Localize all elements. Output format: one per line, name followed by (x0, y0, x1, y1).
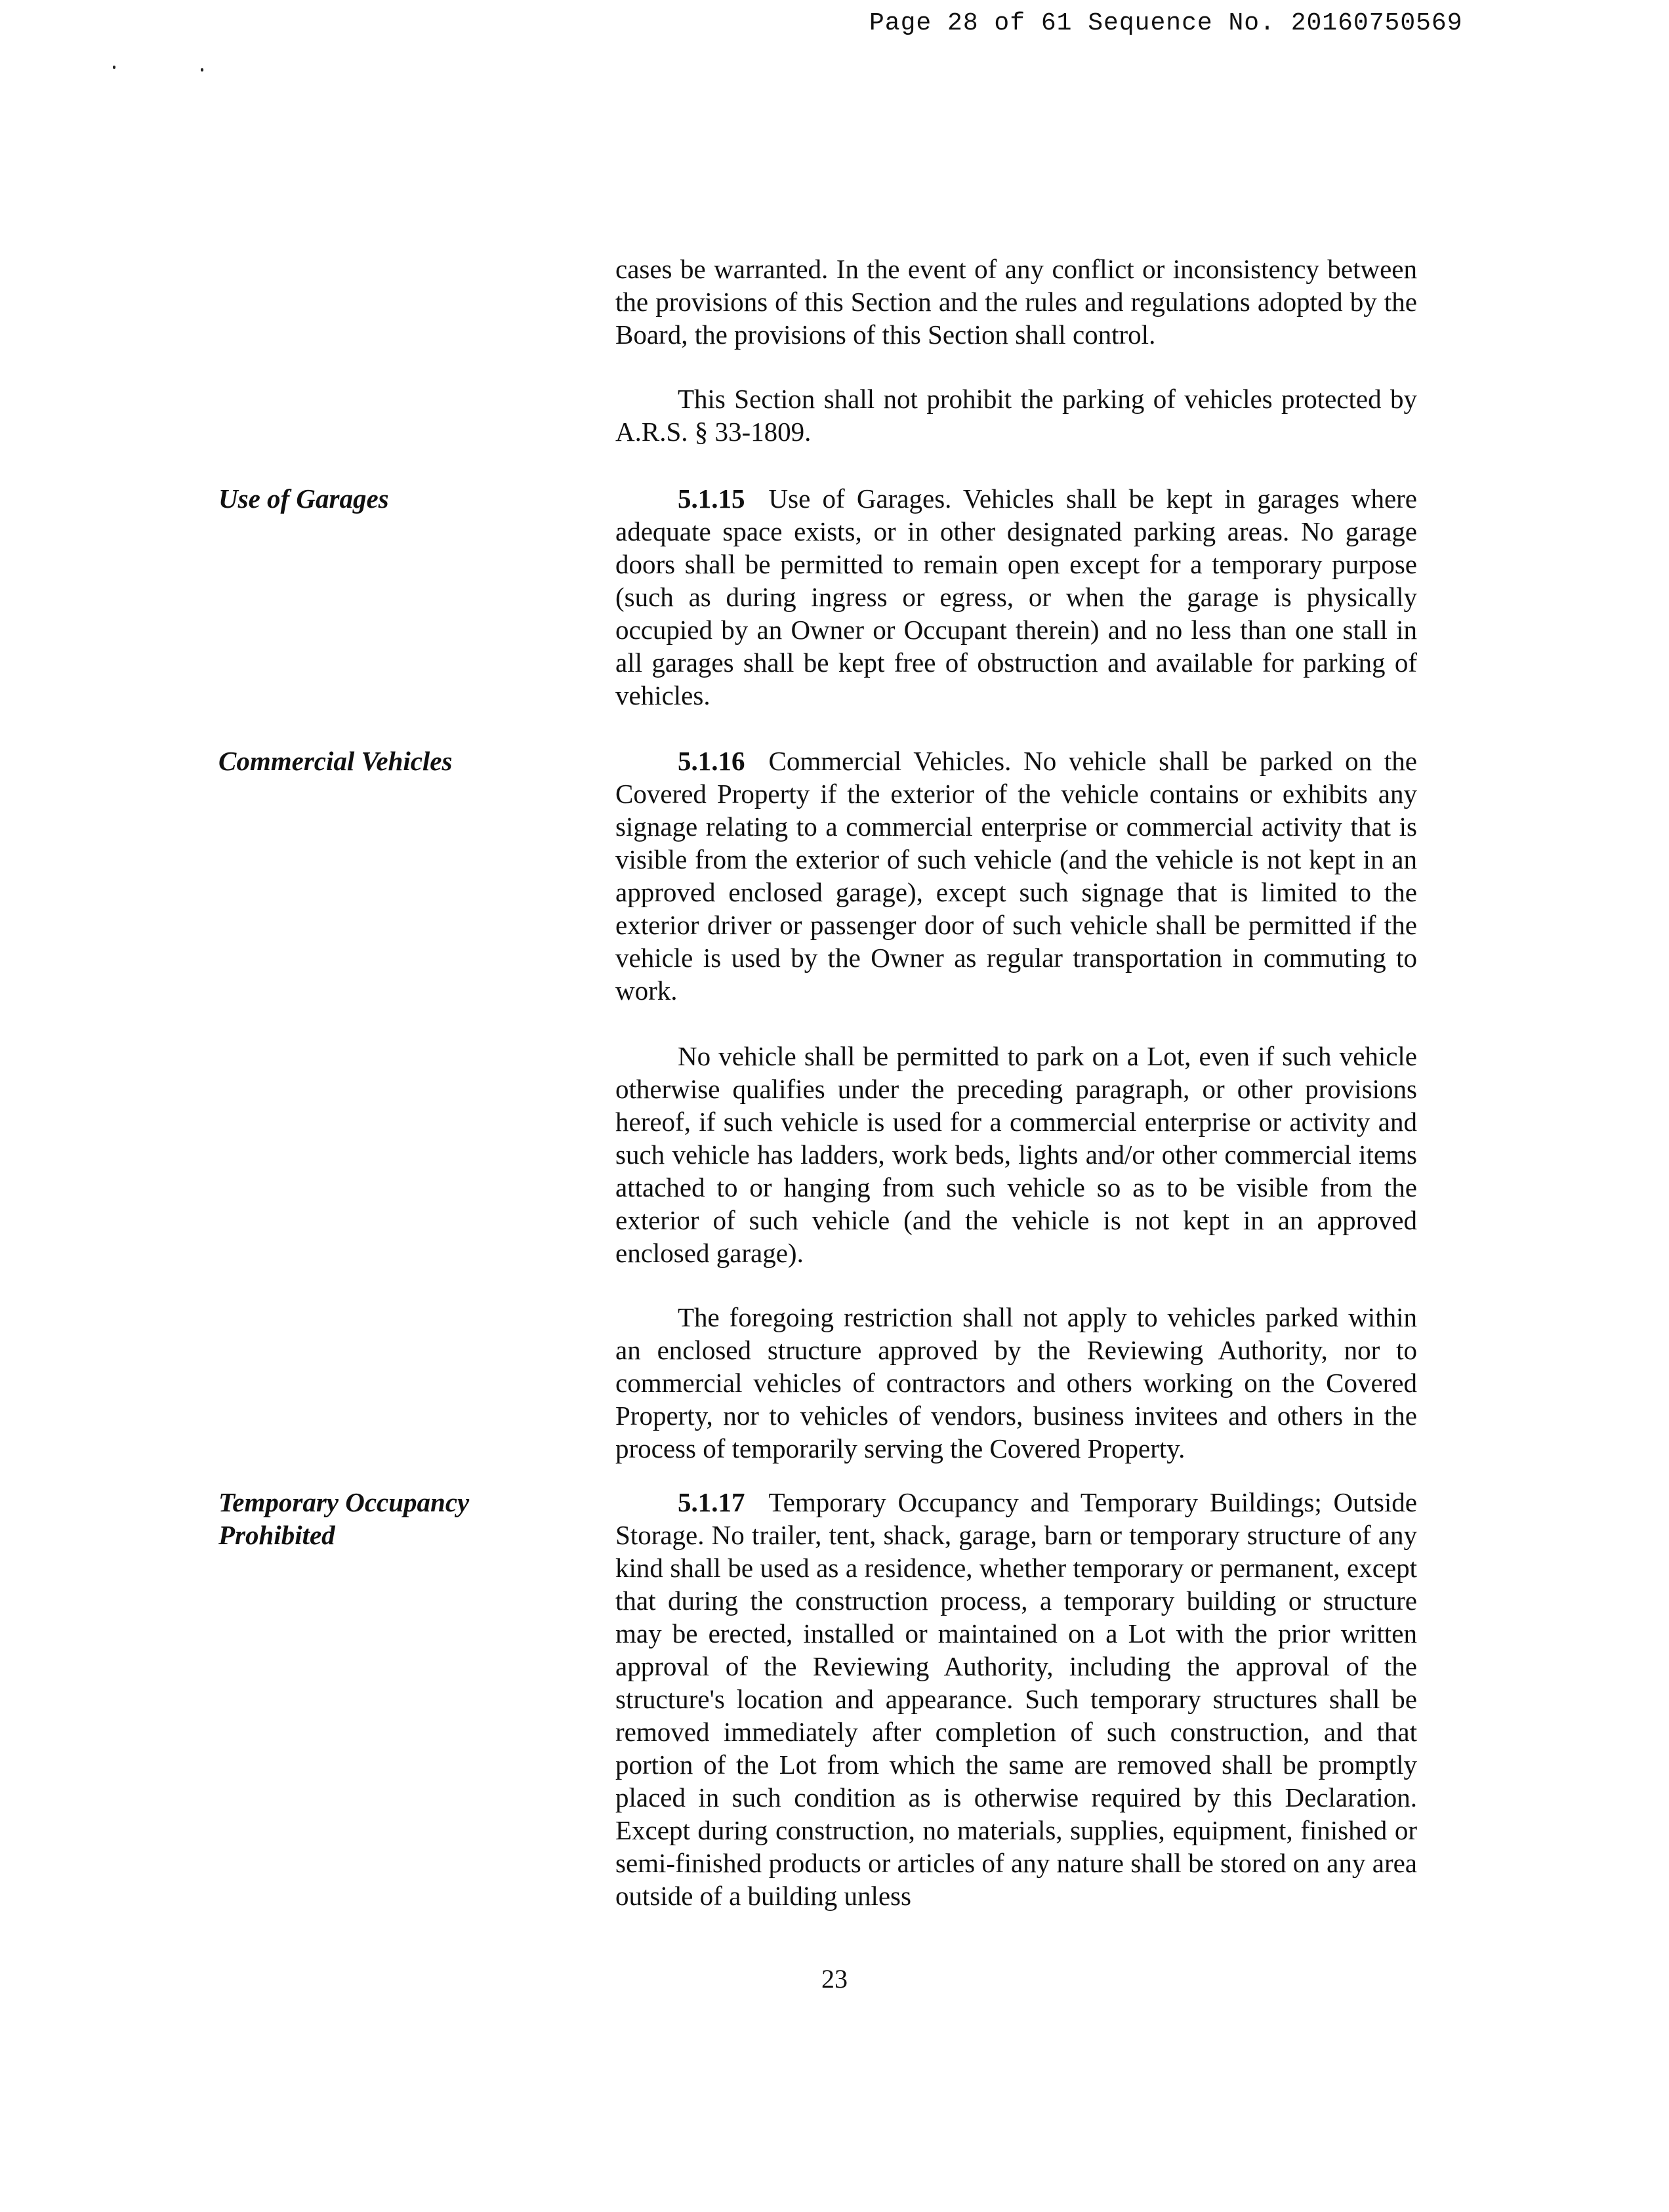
section-number: 5.1.16 (678, 746, 745, 776)
paragraph-commercial-restriction (615, 1040, 1417, 1269)
scan-speck (113, 66, 115, 69)
section-5-1-17 (615, 1486, 1417, 1912)
paragraph-foregoing-restriction (615, 1301, 1417, 1465)
side-heading-use-of-garages: Use of Garages (218, 483, 389, 514)
scan-speck (201, 68, 203, 72)
side-heading-commercial-vehicles: Commercial Vehicles (218, 746, 453, 776)
section-text: Use of Garages. Vehicles shall be kept in garages where adequate space exists, or in other designated parking areas. No garage doors shall be permitted to remain open except for a temporary purpose (such as during ingress or egress, or when the garage is physically occupied by an Owner or Occupant therein) and no less than one stall in all garages shall be kept free of obstruction and available for parking of vehicles. (615, 483, 1417, 710)
section-text: Temporary Occupancy and Temporary Buildings; Outside Storage. No trailer, tent, shack, garage, barn or temporary structure of any kind shall be used as a residence, whether temporary or permanent, except that during the construction process, a temporary building or structure may be erected, installed or maintained on a Lot with the prior written approval of the Reviewing Authority, including the approval of the structure's location and appearance. Such temporary structures shall be removed immediately after completion of such construction, and that portion of the Lot from which the same are removed shall be promptly placed in such condition as is otherwise required by this Declaration. Except during construction, no materials, supplies, equipment, finished or semi-finished products or articles of any nature shall be stored on any area outside of a building unless (615, 1487, 1417, 1911)
paragraph-text: No vehicle shall be permitted to park on a Lot, even if such vehicle otherwise qualifies under the preceding paragraph, or other provisions hereof, if such vehicle is used for a commercial enterprise or activity and such vehicle has ladders, work beds, lights and/or other commercial items attached to or hanging from such vehicle so as to be visible from the exterior of such vehicle (and the vehicle is not kept in an approved enclosed garage). (615, 1041, 1417, 1268)
paragraph-text: This Section shall not prohibit the parking of vehicles protected by A.R.S. § 33-1809. (615, 384, 1417, 447)
side-heading-line: Prohibited (218, 1520, 335, 1550)
paragraph-ars-exception (615, 382, 1417, 448)
section-5-1-16 (615, 745, 1417, 1007)
section-number: 5.1.15 (678, 483, 745, 514)
side-heading-line: Temporary Occupancy (218, 1487, 470, 1517)
section-number: 5.1.17 (678, 1487, 745, 1517)
section-5-1-15 (615, 482, 1417, 712)
side-heading-temporary-occupancy (218, 1486, 586, 1551)
paragraph-text: The foregoing restriction shall not apply to vehicles parked within an enclosed structure approved by the Reviewing Authority, nor to commercial vehicles of contractors and others working on the Covered Property, nor to vehicles of vendors, business invitees and others in the process of temporarily serving the Covered Property. (615, 1302, 1417, 1464)
paragraph-continued (615, 253, 1417, 351)
paragraph-text: cases be warranted. In the event of any conflict or inconsistency between the provisions of this Section and the rules and regulations adopted by the Board, the provisions of this Section shall control. (615, 254, 1417, 350)
fax-header-stamp: Page 28 of 61 Sequence No. 20160750569 (869, 9, 1463, 37)
page-number: 23 (821, 1964, 848, 1994)
section-text: Commercial Vehicles. No vehicle shall be parked on the Covered Property if the exterior of the vehicle contains or exhibits any signage relating to a commercial enterprise or commercial activity that is visible from the exterior of such vehicle (and the vehicle is not kept in an approved enclosed garage), except such signage that is limited to the exterior driver or passenger door of such vehicle shall be permitted if the vehicle is used by the Owner as regular transportation in commuting to work. (615, 746, 1417, 1006)
